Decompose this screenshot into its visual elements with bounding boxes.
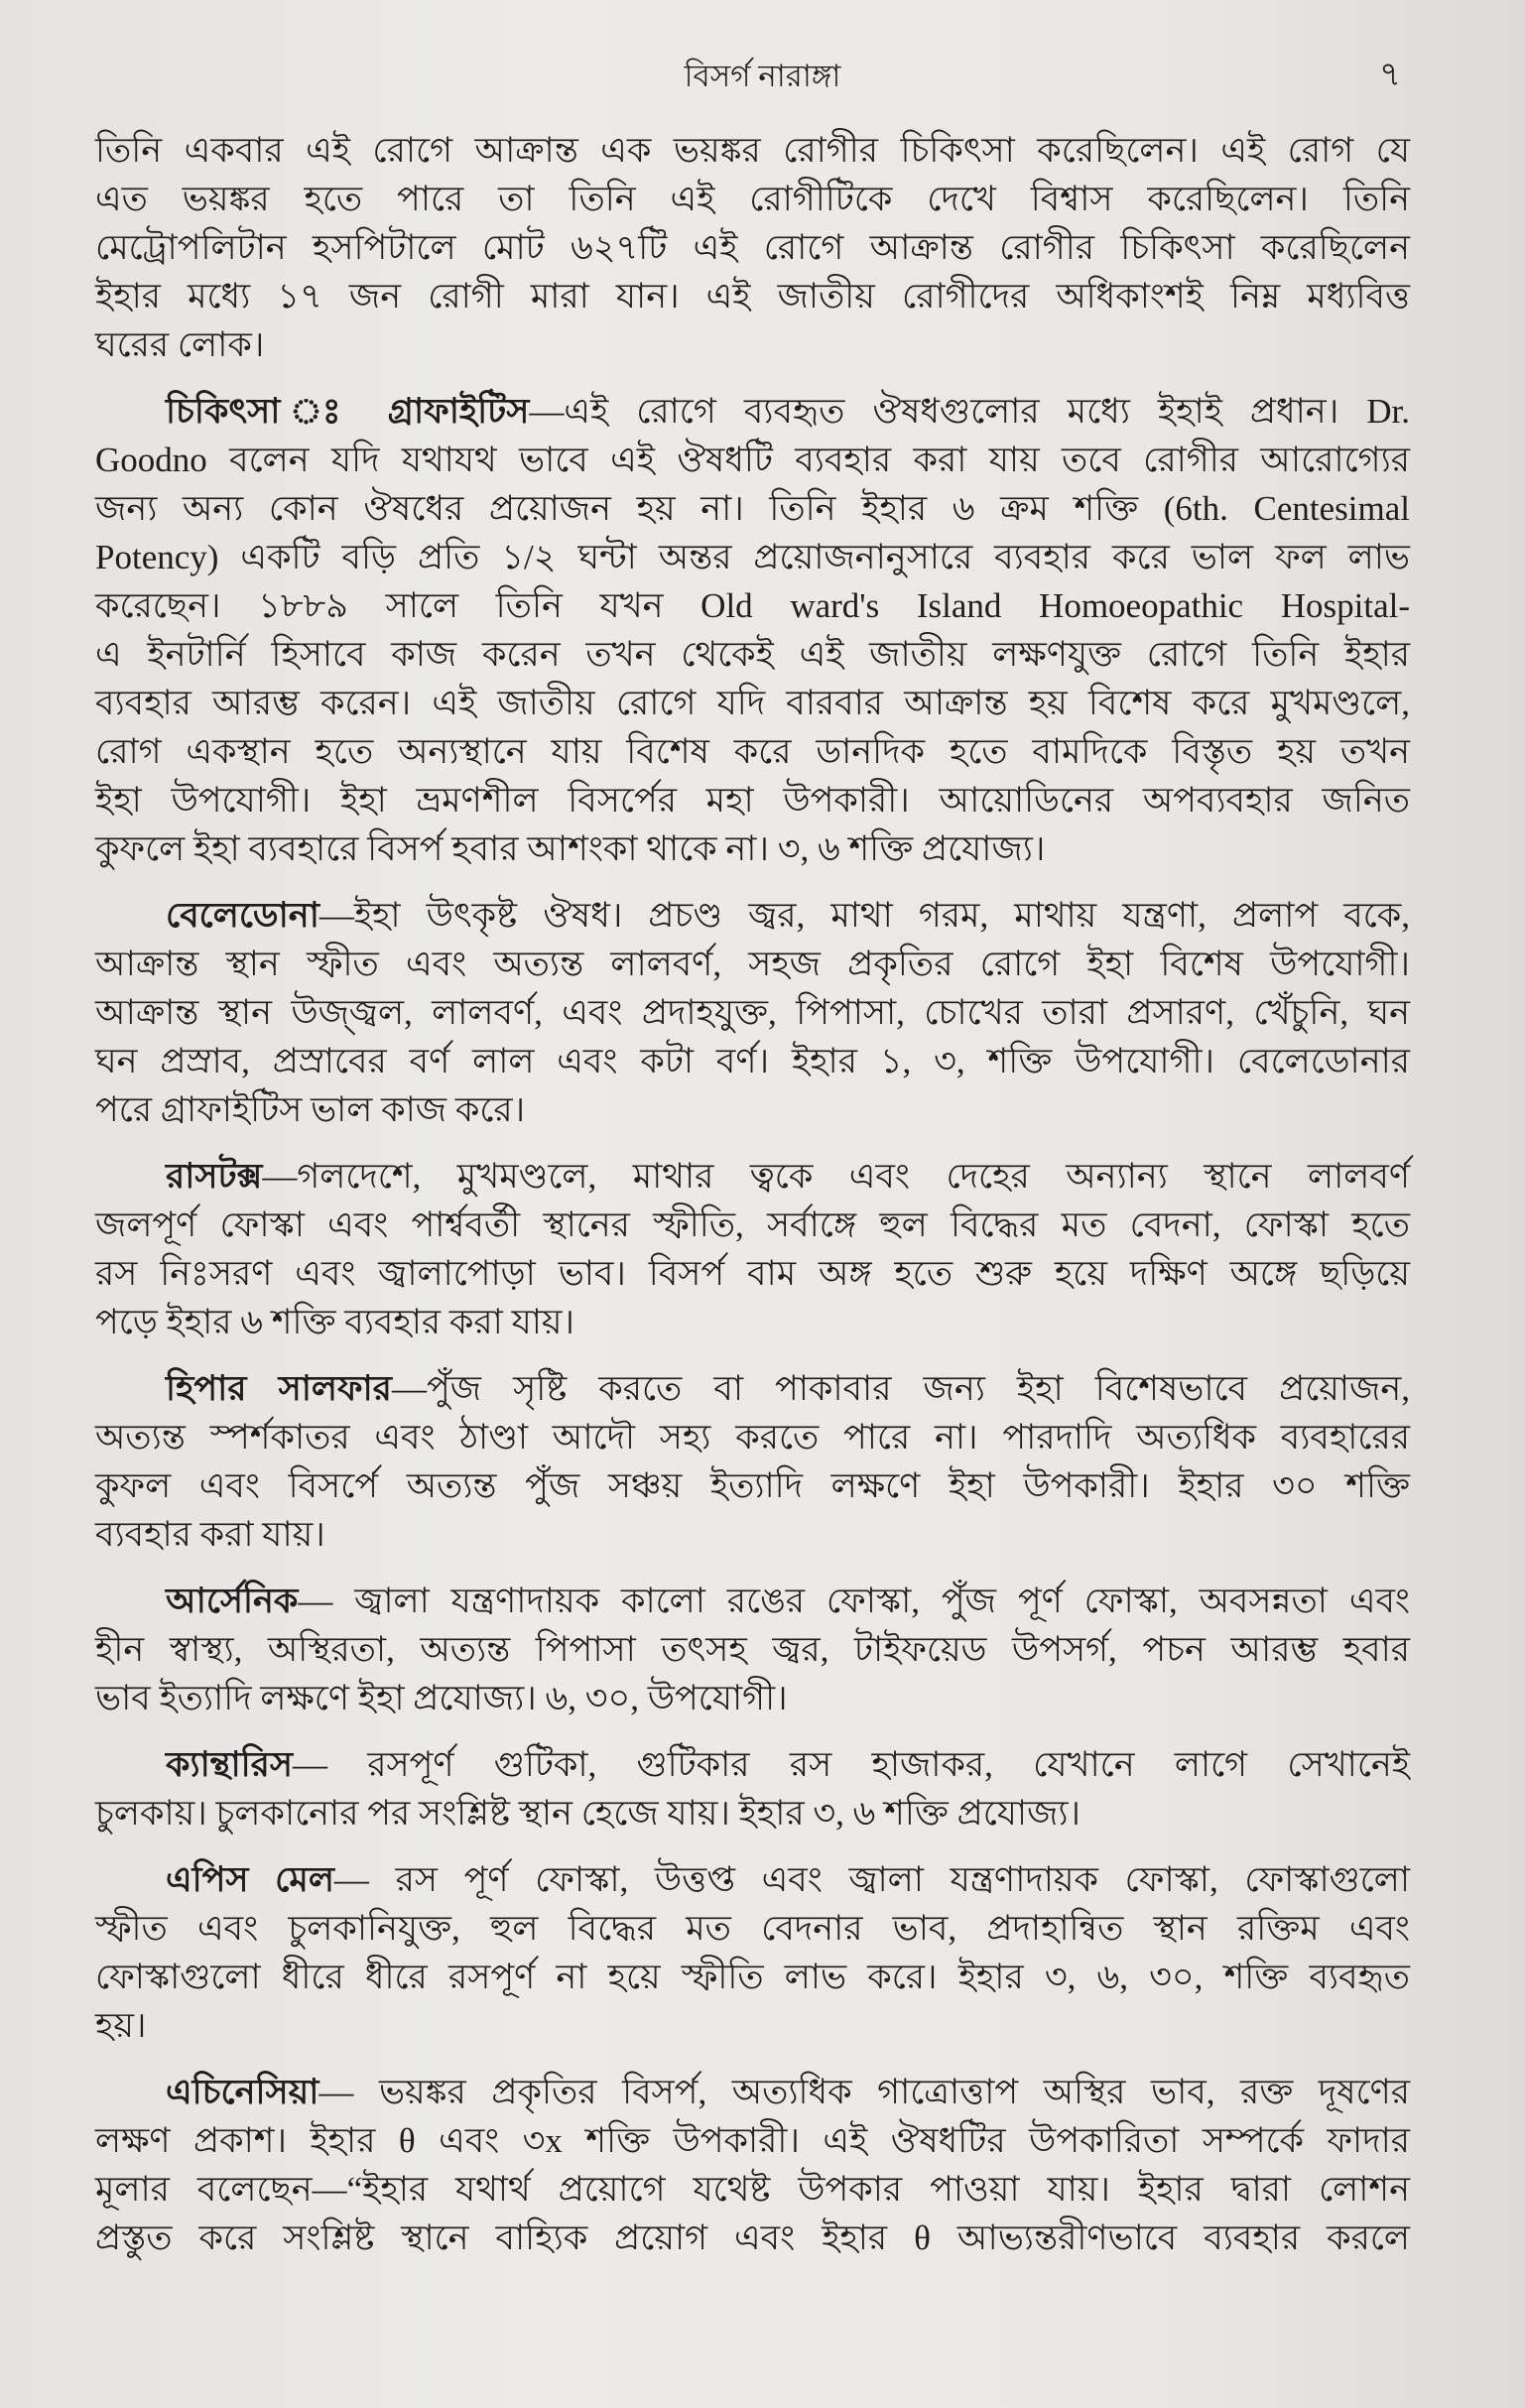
text-line: হীন স্বাস্থ্য, অস্থিরতা, অত্যন্ত পিপাসা তৎসহ জ্বর, টাইফয়েড উপসর্গ, পচন আরম্ভ হবার — [95, 1630, 1410, 1669]
line-text: —গলদেশে, মুখমণ্ডলে, মাথার ত্বকে এবং দেহের অন্যান্য স্থানে লালবর্ণ — [262, 1157, 1410, 1196]
text-line: করেছেন। ১৮৮৯ সালে তিনি যখন Old ward's Island Homoeopathic Hospital- — [95, 586, 1410, 625]
text-line: জন্য অন্য কোন ঔষধের প্রয়োজন হয় না। তিনি ইহার ৬ ক্রম শক্তি (6th. Centesimal — [95, 489, 1410, 528]
remedy-heading: ক্যান্থারিস — [166, 1745, 293, 1784]
text-line — [95, 1855, 1410, 1904]
text-line — [95, 1577, 1410, 1625]
text-line: ব্যবহার করা যায়। — [95, 1515, 325, 1554]
text-line: পড়ে ইহার ৬ শক্তি ব্যবহার করা যায়। — [95, 1303, 575, 1341]
text-line: পরে গ্রাফাইটিস ভাল কাজ করে। — [95, 1090, 526, 1129]
text-line: ঘন প্রস্রাব, প্রস্রাবের বর্ণ লাল এবং কটা বর্ণ। ইহার ১, ৩, শক্তি উপযোগী। বেলেডোনার — [95, 1042, 1410, 1080]
text-line: ব্যবহার আরম্ভ করেন। এই জাতীয় রোগে যদি বারবার আক্রান্ত হয় বিশেষ করে মুখমণ্ডলে, — [95, 684, 1410, 722]
text-line — [95, 2068, 1410, 2116]
text-line: এত ভয়ঙ্কর হতে পারে তা তিনি এই রোগীটিকে দেখে বিশ্বাস করেছিলেন। তিনি — [95, 180, 1410, 218]
line-text: — রস পূর্ণ ফোস্কা, উত্তপ্ত এবং জ্বালা যন্ত্রণাদায়ক ফোস্কা, ফোস্কাগুলো — [333, 1860, 1410, 1899]
text-line: ইহার মধ্যে ১৭ জন রোগী মারা যান। এই জাতীয় রোগীদের অধিকাংশই নিম্ন মধ্যবিত্ত — [95, 277, 1410, 316]
line-text: — রসপূর্ণ গুটিকা, গুটিকার রস হাজাকর, যেখানে লাগে সেখানেই — [292, 1745, 1410, 1784]
paragraph-echinacea — [95, 2068, 1410, 2262]
remedy-heading: রাসটক্স — [166, 1157, 263, 1196]
line-text: — ভয়ঙ্কর প্রকৃতির বিসর্প, অত্যধিক গাত্রোত্তাপ অস্থির ভাব, রক্ত দূষণের — [318, 2073, 1410, 2111]
text-line: এ ইনটার্নি হিসাবে কাজ করেন তখন থেকেই এই জাতীয় লক্ষণযুক্ত রোগে তিনি ইহার — [95, 635, 1410, 674]
text-line: Goodno বলেন যদি যথাযথ ভাবে এই ঔষধটি ব্যবহার করা যায় তবে রোগীর আরোগ্যের — [95, 441, 1410, 479]
text-line: ইহা উপযোগী। ইহা ভ্রমণশীল বিসর্পের মহা উপকারী। আয়োডিনের অপব্যবহার জনিত — [95, 781, 1410, 820]
text-line: আক্রান্ত স্থান স্ফীত এবং অত্যন্ত লালবর্ণ, সহজ প্রকৃতির রোগে ইহা বিশেষ উপযোগী। — [95, 945, 1410, 983]
text-line: ভাব ইত্যাদি লক্ষণে ইহা প্রযোজ্য। ৬, ৩০, উপযোগী। — [95, 1679, 788, 1717]
remedy-heading: বেলেডোনা — [166, 896, 319, 935]
text-line: জলপূর্ণ ফোস্কা এবং পার্শ্ববর্তী স্থানের স্ফীতি, সর্বাঙ্গে হুল বিদ্ধের মত বেদনা, ফোস্কা হতে — [95, 1205, 1410, 1244]
remedy-heading: হিপার সালফার — [166, 1369, 392, 1408]
text-line: মূলার বলেছেন—“ইহার যথার্থ প্রয়োগে যথেষ্ট উপকার পাওয়া যায়। ইহার দ্বারা লোশন — [95, 2170, 1410, 2209]
paragraph-arsenicum — [95, 1577, 1410, 1722]
paragraph-rhus-tox — [95, 1152, 1410, 1346]
remedy-heading: আর্সেনিক — [166, 1582, 299, 1620]
text-line: প্রস্তুত করে সংশ্লিষ্ট স্থানে বাহ্যিক প্রয়োগ এবং ইহার θ আভ্যন্তরীণভাবে ব্যবহার করলে — [95, 2218, 1410, 2257]
text-line: ঘরের লোক। — [95, 325, 265, 364]
line-text: —ইহা উৎকৃষ্ট ঔষধ। প্রচণ্ড জ্বর, মাথা গরম, মাথায় যন্ত্রণা, প্রলাপ বকে, — [318, 896, 1410, 935]
paragraph-cantharis — [95, 1740, 1410, 1838]
line-text: —পুঁজ সৃষ্টি করতে বা পাকাবার জন্য ইহা বিশেষভাবে প্রয়োজন, — [391, 1369, 1410, 1408]
text-line — [95, 1740, 1410, 1789]
text-line: মেট্রোপলিটান হসপিটালে মোট ৬২৭টি এই রোগে আক্রান্ত রোগীর চিকিৎসা করেছিলেন — [95, 228, 1410, 267]
text-line: আক্রান্ত স্থান উজ্জ্বল, লালবর্ণ, এবং প্রদাহযুক্ত, পিপাসা, চোখের তারা প্রসারণ, খেঁচুনি, ঘন — [95, 993, 1410, 1032]
paragraph-belladonna — [95, 891, 1410, 1134]
line-text: — জ্বালা যন্ত্রণাদায়ক কালো রঙের ফোস্কা, পুঁজ পূর্ণ ফোস্কা, অবসন্নতা এবং — [298, 1582, 1410, 1620]
running-header-title: বিসর্গ নারাঙ্গা — [684, 59, 841, 93]
text-line: হয়। — [95, 2006, 147, 2045]
text-line — [95, 891, 1410, 940]
text-line — [95, 1152, 1410, 1201]
text-line — [95, 1364, 1410, 1413]
text-line: তিনি একবার এই রোগে আক্রান্ত এক ভয়ঙ্কর রোগীর চিকিৎসা করেছিলেন। এই রোগ যে — [95, 131, 1410, 170]
text-line: রস নিঃসরণ এবং জ্বালাপোড়া ভাব। বিসর্প বাম অঙ্গ হতে শুরু হয়ে দক্ষিণ অঙ্গে ছড়িয়ে — [95, 1254, 1410, 1293]
paragraph-hepar-sulphur — [95, 1364, 1410, 1559]
text-line: স্ফীত এবং চুলকানিযুক্ত, হুল বিদ্ধের মত বেদনার ভাব, প্রদাহান্বিত স্থান রক্তিম এবং — [95, 1909, 1410, 1948]
text-line: কুফল এবং বিসর্পে অত্যন্ত পুঁজ সঞ্চয় ইত্যাদি লক্ষণে ইহা উপকারী। ইহার ৩০ শক্তি — [95, 1466, 1410, 1505]
text-line: কুফলে ইহা ব্যবহারে বিসর্প হবার আশংকা থাকে না। ৩, ৬ শক্তি প্রযোজ্য। — [95, 829, 1046, 868]
remedy-heading: এপিস মেল — [166, 1860, 334, 1899]
page-body — [95, 126, 1410, 2262]
text-line: Potency) একটি বড়ি প্রতি ১/২ ঘন্টা অন্তর প্রয়োজনানুসারে ব্যবহার করে ভাল ফল লাভ — [95, 538, 1410, 576]
text-line: চুলকায়। চুলকানোর পর সংশ্লিষ্ট স্থান হেজে যায়। ইহার ৩, ৬ শক্তি প্রযোজ্য। — [95, 1794, 1081, 1833]
text-line: লক্ষণ প্রকাশ। ইহার θ এবং ৩x শক্তি উপকারী। এই ঔষধটির উপকারিতা সম্পর্কে ফাদার — [95, 2121, 1410, 2160]
text-line — [95, 387, 1410, 436]
text-line: অত্যন্ত স্পর্শকাতর এবং ঠাণ্ডা আদৌ সহ্য করতে পারে না। পারদাদি অত্যধিক ব্যবহারের — [95, 1418, 1410, 1457]
text-line: রোগ একস্থান হতে অন্যস্থানে যায় বিশেষ করে ডানদিক হতে বামদিকে বিস্তৃত হয় তখন — [95, 732, 1410, 771]
paragraph-continued-text — [95, 126, 1410, 369]
paragraph-graphites — [95, 387, 1410, 873]
remedy-heading: এচিনেসিয়া — [166, 2073, 319, 2111]
page-number: ৭ — [1378, 57, 1402, 93]
text-line: ফোস্কাগুলো ধীরে ধীরে রসপূর্ণ না হয়ে স্ফীতি লাভ করে। ইহার ৩, ৬, ৩০, শক্তি ব্যবহৃত — [95, 1958, 1410, 1996]
line-text: —এই রোগে ব্যবহৃত ঔষধগুলোর মধ্যে ইহাই প্রধান। Dr. — [529, 392, 1410, 431]
remedy-heading: চিকিৎসা ঃ গ্রাফাইটিস — [166, 392, 530, 431]
paragraph-apis-mel — [95, 1855, 1410, 2050]
